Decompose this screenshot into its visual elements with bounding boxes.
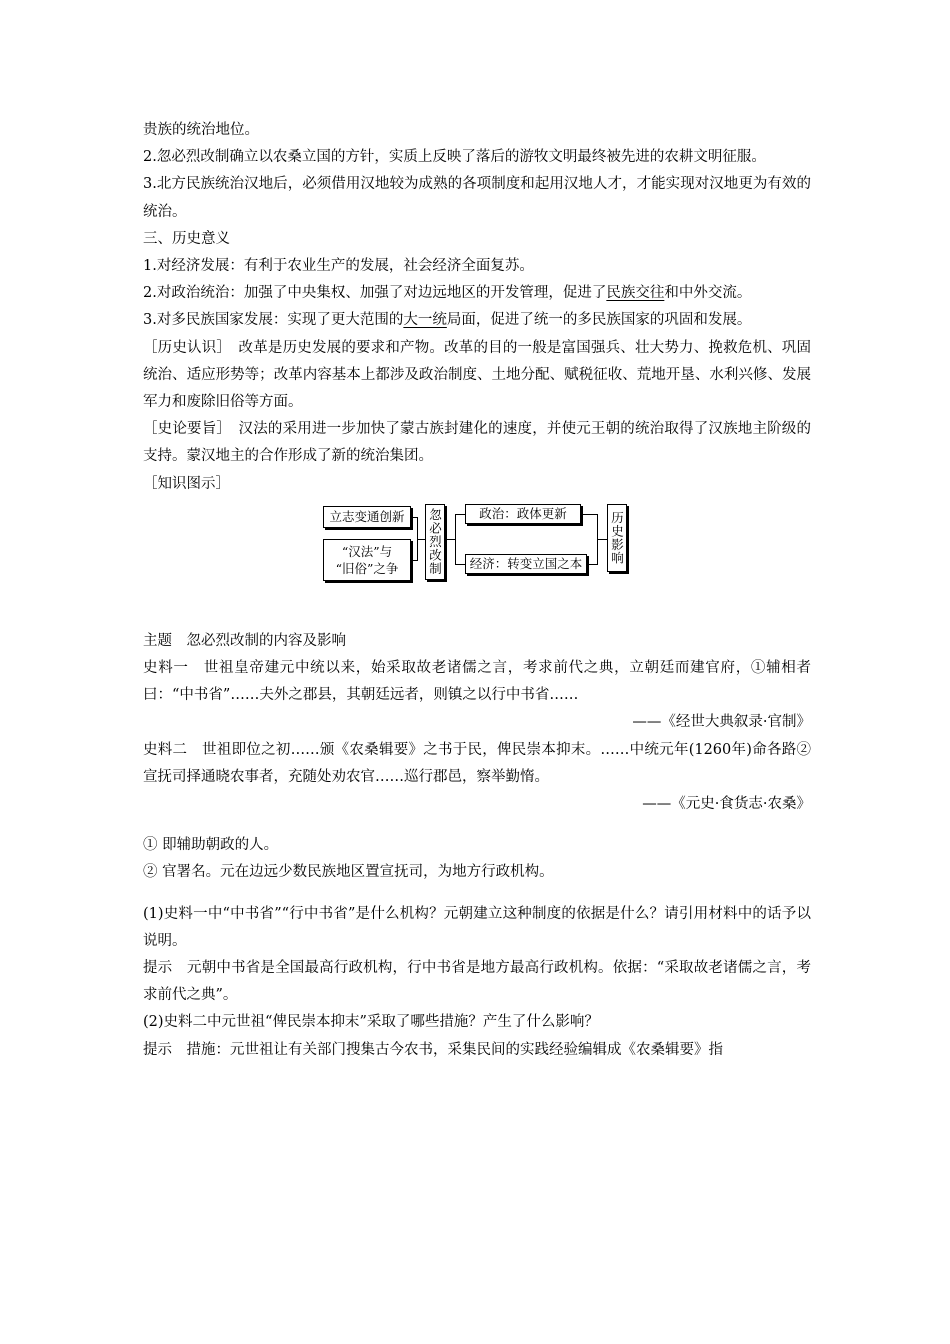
source-2: 史料二 世祖即位之初……颁《农桑辑要》之书于民，俾民崇本抑末。……中统元年(1260年)命各路②宣抚司择通晓农事者，充随处劝农官……巡行郡邑，察举勤惰。 [143,741,811,785]
text: 3.对多民族国家发展：实现了更大范围的 [143,312,404,329]
connector [597,539,607,540]
paragraph: 2.忽必烈改制确立以农桑立国的方针，实质上反映了落后的游牧文明最终被先进的农耕文明征服。 [143,149,766,166]
diagram-box-controversy [323,539,411,581]
knowledge-diagram [143,504,811,608]
source-1-citation: ——《经世大典叙录·官制》 [632,714,811,731]
text: 2.对政治统治：加强了中央集权、加强了对边远地区的开发管理，促进了 [143,285,607,302]
connector [445,539,455,540]
paragraph: 贵族的统治地位。 [143,122,259,138]
knowledge-diagram-label: ［知识图示］ [143,475,230,492]
connector [455,514,456,564]
connector [417,539,425,540]
diagram-text: “汉法”与 [341,543,393,559]
footnote-1: ① 即辅助朝政的人。 [143,837,279,854]
diagram-box-impact: 历史影响 [607,504,627,572]
diagram-box-innovation: 立志变通创新 [323,506,411,528]
connector [581,514,597,515]
question-1: (1)史料一中“中书省”“行中书省”是什么机构？元朝建立这种制度的依据是什么？请引用材料中的话予以说明。 [143,905,811,949]
source-2-citation: ——《元史·食货志·农桑》 [642,796,811,813]
text: 和中外交流。 [664,285,752,302]
answer-1: 提示 元朝中书省是全国最高行政机构，行中书省是地方最高行政机构。依据：“采取故老诸儒之言，考求前代之典”。 [143,960,811,1004]
paragraph-politics [143,280,811,307]
theme-heading: 主题 忽必烈改制的内容及影响 [143,632,346,649]
underlined-term: 大一统 [403,312,447,329]
diagram-box-center: 忽必烈改制 [425,504,445,580]
source-1: 史料一 世祖皇帝建元中统以来，始采取故老诸儒之言，考求前代之典，立朝廷而建官府，①辅相者曰：“中书省”……夫外之郡县，其朝廷远者，则镇之以行中书省…… [143,660,811,704]
section-heading: 三、历史意义 [143,230,230,247]
paragraph: 3.北方民族统治汉地后，必须借用汉地较为成熟的各项制度和起用汉地人才，才能实现对汉地更为有效的统治。 [143,176,811,220]
question-2: (2)史料二中元世祖“俾民崇本抑末”采取了哪些措施？产生了什么影响？ [143,1014,599,1031]
diagram-text: “旧俗”之争 [335,560,399,576]
underlined-term: 民族交往 [606,285,665,302]
diagram-box-economy: 经济：转变立国之本 [465,554,587,574]
paragraph-multi-ethnic [143,307,811,334]
answer-2: 提示 措施：元世祖让有关部门搜集古今农书，采集民间的实践经验编辑成《农桑辑要》指 [143,1041,723,1058]
diagram-box-politics: 政治：政体更新 [465,504,581,524]
footnote-2: ② 官署名。元在边远少数民族地区置宣抚司，为地方行政机构。 [143,864,554,881]
history-recognition: ［历史认识］ 改革是历史发展的要求和产物。改革的目的一般是富国强兵、壮大势力、挽救危机、巩固统治、适应形势等；改革内容基本上都涉及政治制度、土地分配、赋税征收、荒地开垦、水利兴修、发展军力和废除旧俗等方面。 [143,339,811,411]
document-page [143,117,811,1064]
paragraph: 1.对经济发展：有利于农业生产的发展，社会经济全面复苏。 [143,258,534,275]
connector [455,564,465,565]
connector [587,564,597,565]
historiography: ［史论要旨］ 汉法的采用进一步加快了蒙古族封建化的速度，并使元王朝的统治取得了汉族地主阶级的支持。蒙汉地主的合作形成了新的统治集团。 [143,421,811,465]
connector [455,514,465,515]
text: 局面，促进了统一的多民族国家的巩固和发展。 [446,312,752,329]
